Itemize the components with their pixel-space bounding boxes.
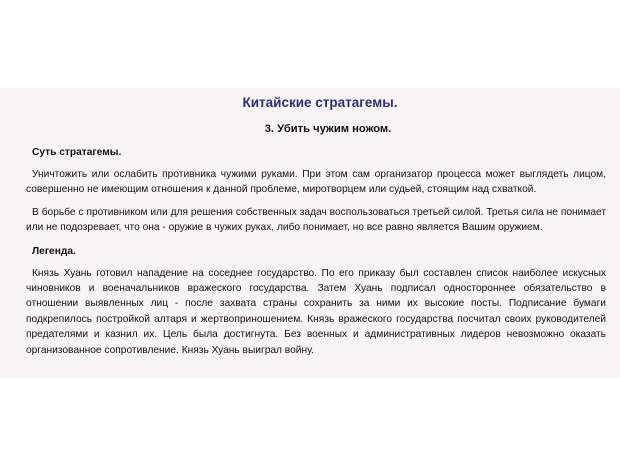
legend-paragraph: Князь Хуань готовил нападение на соседнее государство. По его приказу был составлен список наиболее искусных чиновников и военачальников вражеского государства. Затем Хуань подписал одностороннее обязательство в отношении выявленных лиц - после захвата страны сохранить за ними их высокие посты. Подписание бумаги подкрепилось постройкой алтаря и жертвоприношением. Князь вражеского государства посчитал своих руководителей предателями и казнил их. Цель была достигнута. Без военных и административных лидеров невозможно оказать организованное сопротивление. Князь Хуань выиграл войну. [26, 267, 606, 356]
stratagem-title: 3. Убить чужим ножом. [264, 123, 392, 135]
essence-paragraph-2: В борьбе с противником или для решения собственных задач воспользоваться третьей силой. Третья сила не понимает или не подозревает, что она - оружие в чужих руках, либо понимает, но все равно является Вашим оружием. [26, 206, 606, 234]
article-content [26, 92, 606, 358]
essence-paragraph-1: Уничтожить или ослабить противника чужими руками. При этом сам организатор процесса может выглядеть лицом, совершенно не имеющим отношения к данной проблеме, миротворцем или судьей, стоящим над схваткой. [26, 169, 606, 196]
page-title: Китайские стратагемы. [242, 95, 398, 110]
essence-heading: Суть стратагемы. [32, 147, 122, 158]
legend-heading: Легенда. [32, 245, 76, 257]
